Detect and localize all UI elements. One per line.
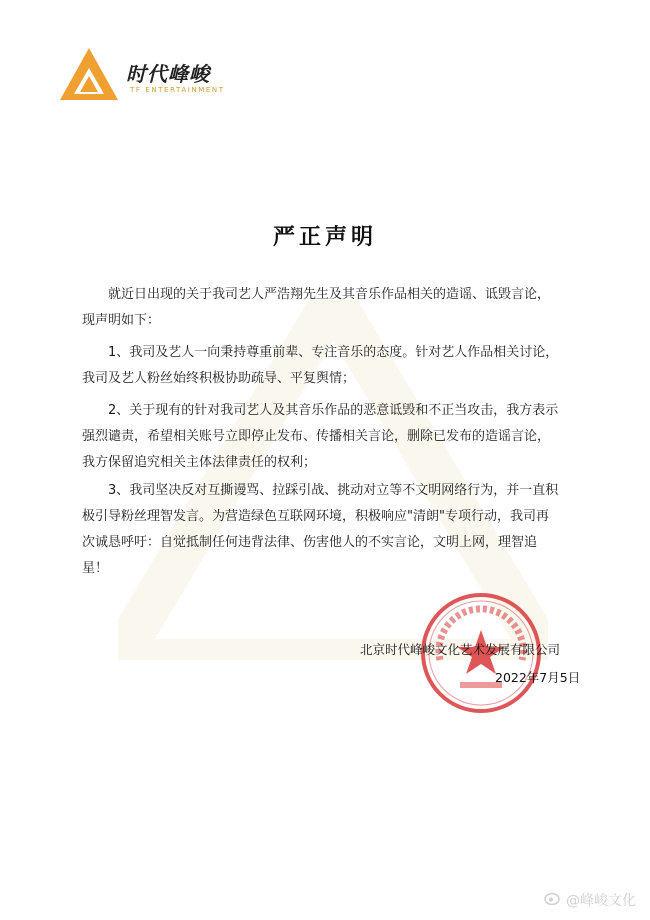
- clause-2: [82, 398, 570, 476]
- company-name: 北京时代峰峻文化艺术发展有限公司: [360, 642, 561, 657]
- text-line: 极引导粉丝理智发言。为营造绿色互联网环境，积极响应"清朗"专项行动，我司再: [82, 509, 549, 524]
- text-line: 我方保留追究相关主体法律责任的权利；: [82, 455, 317, 470]
- logo-triangle-icon: [60, 48, 118, 100]
- clause-3: [82, 478, 570, 582]
- company-logo: [60, 48, 225, 104]
- weibo-watermark: [544, 890, 636, 910]
- logo-english-name: TF ENTERTAINMENT: [130, 86, 225, 94]
- text-line: 我司及艺人粉丝始终积极协助疏导、平复舆情；: [82, 371, 356, 386]
- text-line: 就近日出现的关于我司艺人严浩翔先生及其音乐作品相关的造谣、诋毁言论，: [108, 287, 551, 302]
- clause-1: [82, 340, 570, 392]
- text-line: 次诚恳呼吁：自觉抵制任何违背法律、伤害他人的不实言论，文明上网，理智追: [82, 535, 538, 550]
- weibo-handle: @峰峻文化: [566, 893, 636, 909]
- text-line: 2、关于现有的针对我司艺人及其音乐作品的恶意诋毁和不正当攻击，我方表示: [108, 403, 559, 418]
- statement-date: 2022年7月5日: [495, 670, 581, 685]
- logo-chinese-name: 时代峰峻: [126, 62, 210, 86]
- text-line: 1、我司及艺人一向秉持尊重前辈、专注音乐的态度。针对艺人作品相关讨论，: [108, 345, 559, 360]
- text-line: 星！: [82, 561, 109, 576]
- weibo-icon: [544, 891, 562, 909]
- intro-paragraph: [82, 282, 570, 334]
- text-line: 强烈谴责，希望相关账号立即停止发布、传播相关言论，删除已发布的造谣言论，: [82, 429, 551, 444]
- text-line: 现声明如下：: [82, 313, 161, 328]
- statement-title: 严正声明: [272, 225, 377, 250]
- text-line: 3、我司坚决反对互撕谩骂、拉踩引战、挑动对立等不文明网络行为，并一直积: [108, 483, 559, 498]
